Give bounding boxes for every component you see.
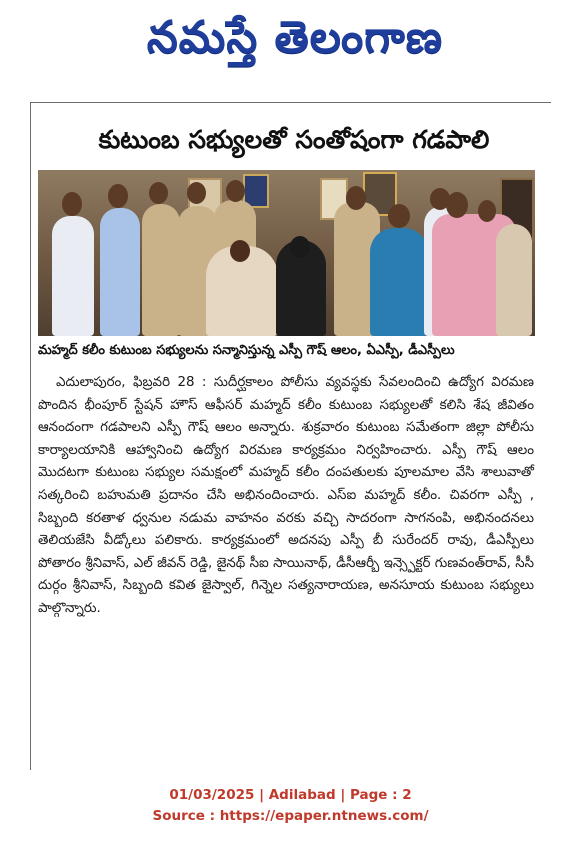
footer-date-edition: 01/03/2025 | Adilabad | Page : 2 [169, 787, 412, 803]
page-footer [0, 785, 581, 827]
footer-source: Source : https://epaper.ntnews.com/ [152, 808, 429, 824]
article-border-top [30, 102, 551, 103]
photo-caption: మహ్మద్ కలీం కుటుంబ సభ్యులను సన్మానిస్తున్న ఎస్పీ గౌష్ ఆలం, ఏఎస్పీ, డీఎస్పీలు [38, 343, 455, 358]
article-photo [38, 170, 535, 336]
masthead-logo: నమస్తే తెలంగాణ [146, 12, 444, 63]
article-headline: కుటుంబ సభ్యులతో సంతోషంగా గడపాలి [98, 125, 490, 154]
article-paragraph: ఎదులాపురం, ఫిబ్రవరి 28 : సుదీర్ఘకాలం పోలీసు వ్యవస్థకు సేవలందించి ఉద్యోగ విరమణ పొందిన భీంపూర్ స్టేషన్ హౌస్ ఆఫీసర్ మహ్మద్ కలీం కుటుంబ సభ్యులతో కలిసి శేష జీవితం ఆనందంగా గడపాలని ఎస్పీ గౌష్ ఆలం అన్నారు. శుక్రవారం కుటుంబ సమేతంగా జిల్లా పోలీసు కార్యాలయానికి ఆహ్వానించి ఉద్యోగ విరమణ కార్యక్రమం నిర్వహించారు. ఎస్పీ గౌష్ ఆలం మొదటగా కుటుంబ సభ్యుల సమక్షంలో మహ్మద్ కలీం దంపతులకు పూలమాల వేసి శాలువాతో సత్కరించి బహుమతి ప్రదానం చేసి అభినందించారు. ఎస్ఐ మహ్మద్ కలీం. చివరగా ఎస్పీ , సిబ్బంది కరతాళ ధ్వనుల నడుమ వాహనం వరకు వచ్చి సాదరంగా సాగనంపి, అభినందనలు తెలియజేసి వీడ్కోలు పలికారు. కార్యక్రమంలో అదనపు ఎస్పీ బీ సురేందర్ రావు, డీఎస్పీలు పోతారం శ్రీనివాస్, ఎల్ జీవన్ రెడ్డి, జైనథ్ సీఐ సాయినాథ్, డీసీఆర్బీ ఇన్స్పెక్టర్ గుణవంత్‌రావ్, సీసీ దుర్గం శ్రీనివాస్, సిబ్బంది కవిత జైస్వాల్, గిన్నెల సత్యనారాయణ, అనసూయ కుటుంబ సభ్యులు పాల్గొన్నారు. [38, 375, 534, 616]
article-border-left [30, 102, 31, 770]
article-body [38, 372, 534, 621]
